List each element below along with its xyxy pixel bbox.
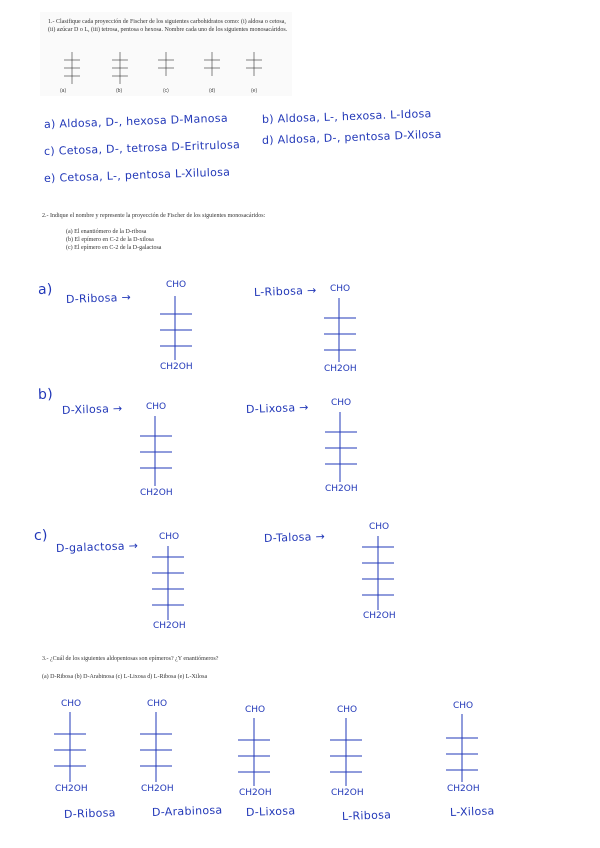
question-3-options: (a) D-Ribosa (b) D-Arabinosa (c) L-Lixosa d) L-Ribosa (e) L-Xilosa [42, 674, 208, 680]
q3-name-5: L-Xilosa [449, 804, 495, 819]
fischer-b-right-top: CHO [331, 398, 352, 408]
question-2-option-c: (c) El epímero en C-2 de la D-galactosa [66, 245, 162, 251]
q3-name-1: D-Ribosa [63, 806, 116, 821]
fischer-b-right-bottom: CH2OH [325, 484, 358, 494]
question-3-text: 3.- ¿Cuál de los siguientes aldopentosas son epímeros? ¿Y enantiómeros? [42, 656, 219, 662]
q3-name-3: D-Lixosa [245, 804, 296, 819]
fischer-q3-4-top: CHO [337, 705, 358, 715]
fischer-a-right-top: CHO [330, 284, 351, 294]
fischer-q3-3-bottom: CH2OH [239, 788, 272, 798]
work-a-left: D-Ribosa → [65, 290, 132, 306]
work-c-left: D-galactosa → [55, 539, 139, 555]
fischer-a-right-bottom: CH2OH [324, 364, 357, 374]
question-2-option-b: (b) El epímero en C-2 de la D-xilosa [66, 237, 154, 243]
fischer-q3-3-top: CHO [245, 705, 266, 715]
work-b-label: b) [37, 386, 54, 403]
label-d: (d) [209, 88, 216, 94]
work-a-label: a) [37, 281, 53, 298]
answer-c: c) Cetosa, D-, tetrosa D-Eritrulosa [43, 138, 241, 158]
label-b: (b) [116, 88, 123, 94]
fischer-c-left-bottom: CH2OH [153, 621, 186, 631]
label-c: (c) [163, 88, 169, 94]
fischer-b-left-top: CHO [146, 402, 167, 412]
work-b-right: D-Lixosa → [245, 400, 309, 416]
fischer-q3-2-top: CHO [147, 699, 168, 709]
work-a-right: L-Ribosa → [253, 283, 317, 299]
fischer-c-left-top: CHO [159, 532, 180, 542]
answer-d: d) Aldosa, D-, pentosa D-Xilosa [261, 127, 442, 147]
fischer-q3-4-bottom: CH2OH [331, 788, 364, 798]
fischer-c-right-bottom: CH2OH [363, 611, 396, 621]
fischer-q3-1-bottom: CH2OH [55, 784, 88, 794]
fischer-b-left-bottom: CH2OH [140, 488, 173, 498]
fischer-a-left-top: CHO [166, 280, 187, 290]
question-2-option-a: (a) El enantiómero de la D-ribosa [66, 229, 147, 235]
label-a: (a) [60, 88, 67, 94]
work-c-right: D-Talosa → [263, 529, 326, 545]
question-1-text: 1.- Clasifique cada proyección de Fischer de los siguientes carbohidratos como: (i) aldosa o cetosa, (ii) azúcar D o L, (iii) tetrosa, pentosa o hexosa. Nombre cada uno de los siguientes monosacáridos. [48, 19, 288, 33]
answer-b: b) Aldosa, L-, hexosa. L-Idosa [261, 107, 432, 126]
question-3 [42, 655, 292, 681]
label-e: (e) [251, 88, 258, 94]
answer-a: a) Aldosa, D-, hexosa D-Manosa [43, 111, 229, 131]
fischer-q3-5-top: CHO [453, 701, 474, 711]
q3-name-4: L-Ribosa [341, 808, 392, 823]
work-c-label: c) [33, 527, 49, 544]
fischer-q3-5-bottom: CH2OH [447, 784, 480, 794]
work-b-left: D-Xilosa → [61, 401, 123, 417]
fischer-c-right-top: CHO [369, 522, 390, 532]
question-2-text: 2.- Indique el nombre y represente la proyección de Fischer de los siguientes monosacáridos: [42, 213, 266, 219]
q3-name-2: D-Arabinosa [151, 803, 223, 819]
answer-e: e) Cetosa, L-, pentosa L-Xilulosa [43, 165, 231, 185]
fischer-q3-1-top: CHO [61, 699, 82, 709]
fischer-a-left-bottom: CH2OH [160, 362, 193, 372]
fischer-q3-2-bottom: CH2OH [141, 784, 174, 794]
